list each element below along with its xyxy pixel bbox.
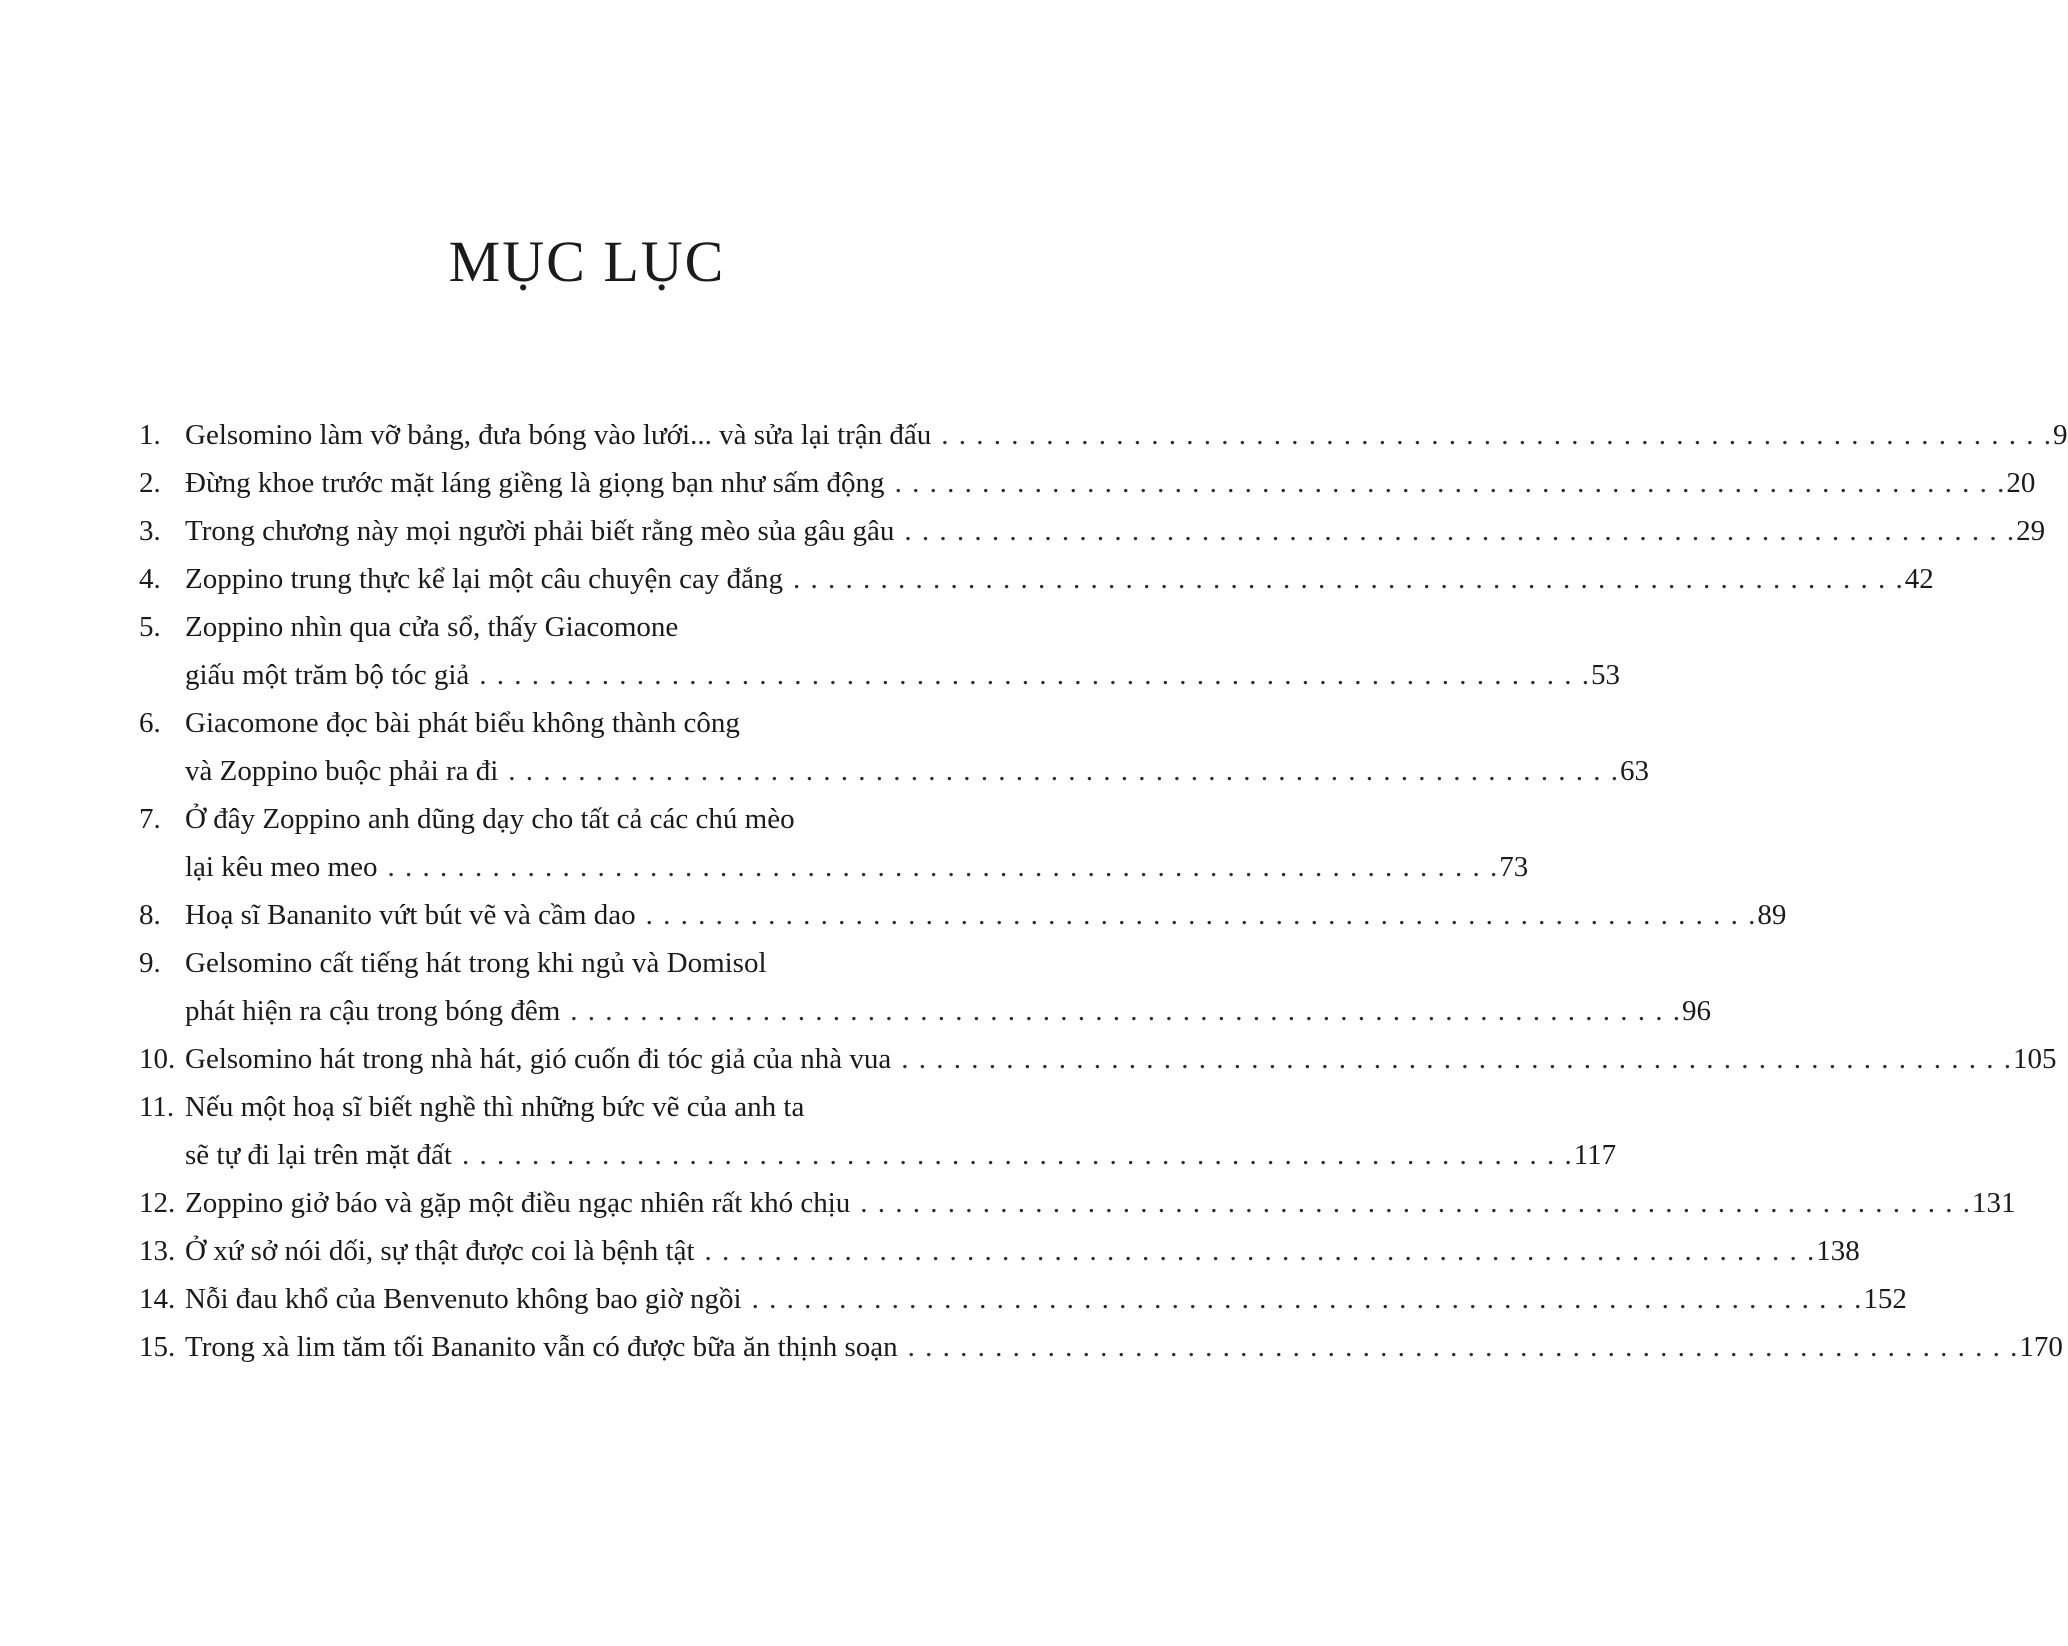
toc-entry xyxy=(139,1035,2057,1083)
dot-leader xyxy=(469,651,1589,699)
toc-page-number: 89 xyxy=(1757,899,1787,931)
toc-page-number: 9 xyxy=(2053,419,2068,451)
toc-entry-number: 7. xyxy=(139,803,161,835)
dot-leader xyxy=(783,555,1903,603)
toc-entry-title: Trong chương này mọi người phải biết rằng mèo sủa gâu gâu xyxy=(185,515,895,547)
toc-page-number: 152 xyxy=(1863,1283,1907,1315)
toc-page-number: 42 xyxy=(1904,563,1934,595)
toc-entry-title: Zoppino nhìn qua cửa sổ, thấy Giacomone xyxy=(185,611,679,643)
toc-page-number: 105 xyxy=(2013,1043,2057,1075)
toc-line xyxy=(139,459,2036,507)
toc-entry-title: Ở đây Zoppino anh dũng dạy cho tất cả các chú mèo xyxy=(185,803,795,835)
toc-entry-title: Gelsomino làm vỡ bảng, đưa bóng vào lưới... và sửa lại trận đấu xyxy=(185,419,932,451)
toc-entry xyxy=(139,1179,2016,1227)
toc-entry-title: và Zoppino buộc phải ra đi xyxy=(185,755,499,787)
toc-entry xyxy=(139,1323,2063,1371)
toc-line xyxy=(139,1275,1907,1323)
toc-entry xyxy=(139,603,1621,699)
toc-page-number: 29 xyxy=(2016,515,2046,547)
toc-page-number: 170 xyxy=(2019,1331,2063,1363)
toc-entry xyxy=(139,507,2046,555)
toc-page-number: 131 xyxy=(1972,1187,2016,1219)
toc-line xyxy=(139,795,1009,843)
toc-entry-number: 11. xyxy=(139,1091,175,1123)
toc-entry-title: phát hiện ra cậu trong bóng đêm xyxy=(185,995,561,1027)
toc-page-number: 20 xyxy=(2006,467,2036,499)
dot-leader xyxy=(742,1275,1862,1323)
toc-page-number: 117 xyxy=(1573,1139,1617,1171)
toc-entry-title: Zoppino giở báo và gặp một điều ngạc nhiên rất khó chịu xyxy=(185,1187,851,1219)
toc-page-number: 138 xyxy=(1816,1235,1860,1267)
dot-leader xyxy=(931,411,2051,459)
toc-entry xyxy=(139,699,1650,795)
toc-line xyxy=(139,843,1529,891)
toc-line xyxy=(139,555,1934,603)
toc-entry-title: sẽ tự đi lại trên mặt đất xyxy=(185,1139,452,1171)
toc-line xyxy=(139,603,1009,651)
toc-entry xyxy=(139,1275,1907,1323)
toc-entry xyxy=(139,411,2068,459)
toc-line xyxy=(139,507,2046,555)
toc-line xyxy=(139,1179,2016,1227)
toc-line xyxy=(139,1035,2057,1083)
dot-leader xyxy=(898,1323,2018,1371)
toc-entry-title: lại kêu meo meo xyxy=(185,851,378,883)
dot-leader xyxy=(560,987,1680,1035)
toc-page-number: 53 xyxy=(1591,659,1621,691)
toc-entry-title: Nếu một hoạ sĩ biết nghề thì những bức vẽ của anh ta xyxy=(185,1091,805,1123)
table-of-contents xyxy=(139,411,2068,1371)
toc-entry-number: 13. xyxy=(139,1235,176,1267)
toc-entry-title: Zoppino trung thực kể lại một câu chuyện cay đắng xyxy=(185,563,783,595)
toc-entry xyxy=(139,891,1787,939)
toc-entry xyxy=(139,459,2036,507)
toc-entry xyxy=(139,555,1934,603)
dot-leader xyxy=(636,891,1756,939)
toc-entry-number: 12. xyxy=(139,1187,176,1219)
toc-entry-number: 14. xyxy=(139,1283,176,1315)
toc-line xyxy=(139,1323,2063,1371)
toc-entry-title: Giacomone đọc bài phát biểu không thành công xyxy=(185,707,740,739)
dot-leader xyxy=(850,1179,1970,1227)
toc-line xyxy=(139,411,2068,459)
toc-entry xyxy=(139,1227,1860,1275)
toc-page-number: 96 xyxy=(1682,995,1712,1027)
toc-entry xyxy=(139,939,1712,1035)
dot-leader xyxy=(498,747,1618,795)
toc-entry-number: 9. xyxy=(139,947,161,979)
toc-entry-number: 2. xyxy=(139,467,161,499)
toc-entry-number: 4. xyxy=(139,563,161,595)
toc-entry-number: 5. xyxy=(139,611,161,643)
toc-entry-title: Gelsomino cất tiếng hát trong khi ngủ và Domisol xyxy=(185,947,767,979)
dot-leader xyxy=(452,1131,1572,1179)
toc-page-number: 73 xyxy=(1499,851,1529,883)
toc-entry-title: Gelsomino hát trong nhà hát, gió cuốn đi tóc giả của nhà vua xyxy=(185,1043,892,1075)
toc-entry xyxy=(139,795,1529,891)
toc-entry-number: 8. xyxy=(139,899,161,931)
dot-leader xyxy=(695,1227,1815,1275)
toc-line xyxy=(139,1227,1860,1275)
toc-entry-number: 1. xyxy=(139,419,161,451)
dot-leader xyxy=(885,459,2005,507)
toc-entry-number: 3. xyxy=(139,515,161,547)
toc-line xyxy=(139,1131,1617,1179)
toc-entry-title: Đừng khoe trước mặt láng giềng là giọng bạn như sấm động xyxy=(185,467,885,499)
page-title: MỤC LỤC xyxy=(448,229,726,294)
dot-leader xyxy=(894,507,2014,555)
toc-entry-title: Nỗi đau khổ của Benvenuto không bao giờ ngồi xyxy=(185,1283,742,1315)
toc-line xyxy=(139,651,1621,699)
toc-line xyxy=(139,699,1009,747)
toc-line xyxy=(139,1083,1009,1131)
toc-entry xyxy=(139,1083,1617,1179)
toc-line xyxy=(139,939,1009,987)
toc-entry-number: 10. xyxy=(139,1043,176,1075)
toc-entry-number: 6. xyxy=(139,707,161,739)
toc-line xyxy=(139,891,1787,939)
toc-entry-title: Hoạ sĩ Bananito vứt bút vẽ và cầm dao xyxy=(185,899,636,931)
toc-entry-title: Trong xà lim tăm tối Bananito vẫn có được bữa ăn thịnh soạn xyxy=(185,1331,898,1363)
dot-leader xyxy=(377,843,1497,891)
toc-entry-title: Ở xứ sở nói dối, sự thật được coi là bệnh tật xyxy=(185,1235,695,1267)
toc-page-number: 63 xyxy=(1620,755,1650,787)
toc-line xyxy=(139,747,1650,795)
toc-entry-number: 15. xyxy=(139,1331,176,1363)
toc-line xyxy=(139,987,1712,1035)
dot-leader xyxy=(891,1035,2011,1083)
toc-entry-title: giấu một trăm bộ tóc giả xyxy=(185,659,470,691)
